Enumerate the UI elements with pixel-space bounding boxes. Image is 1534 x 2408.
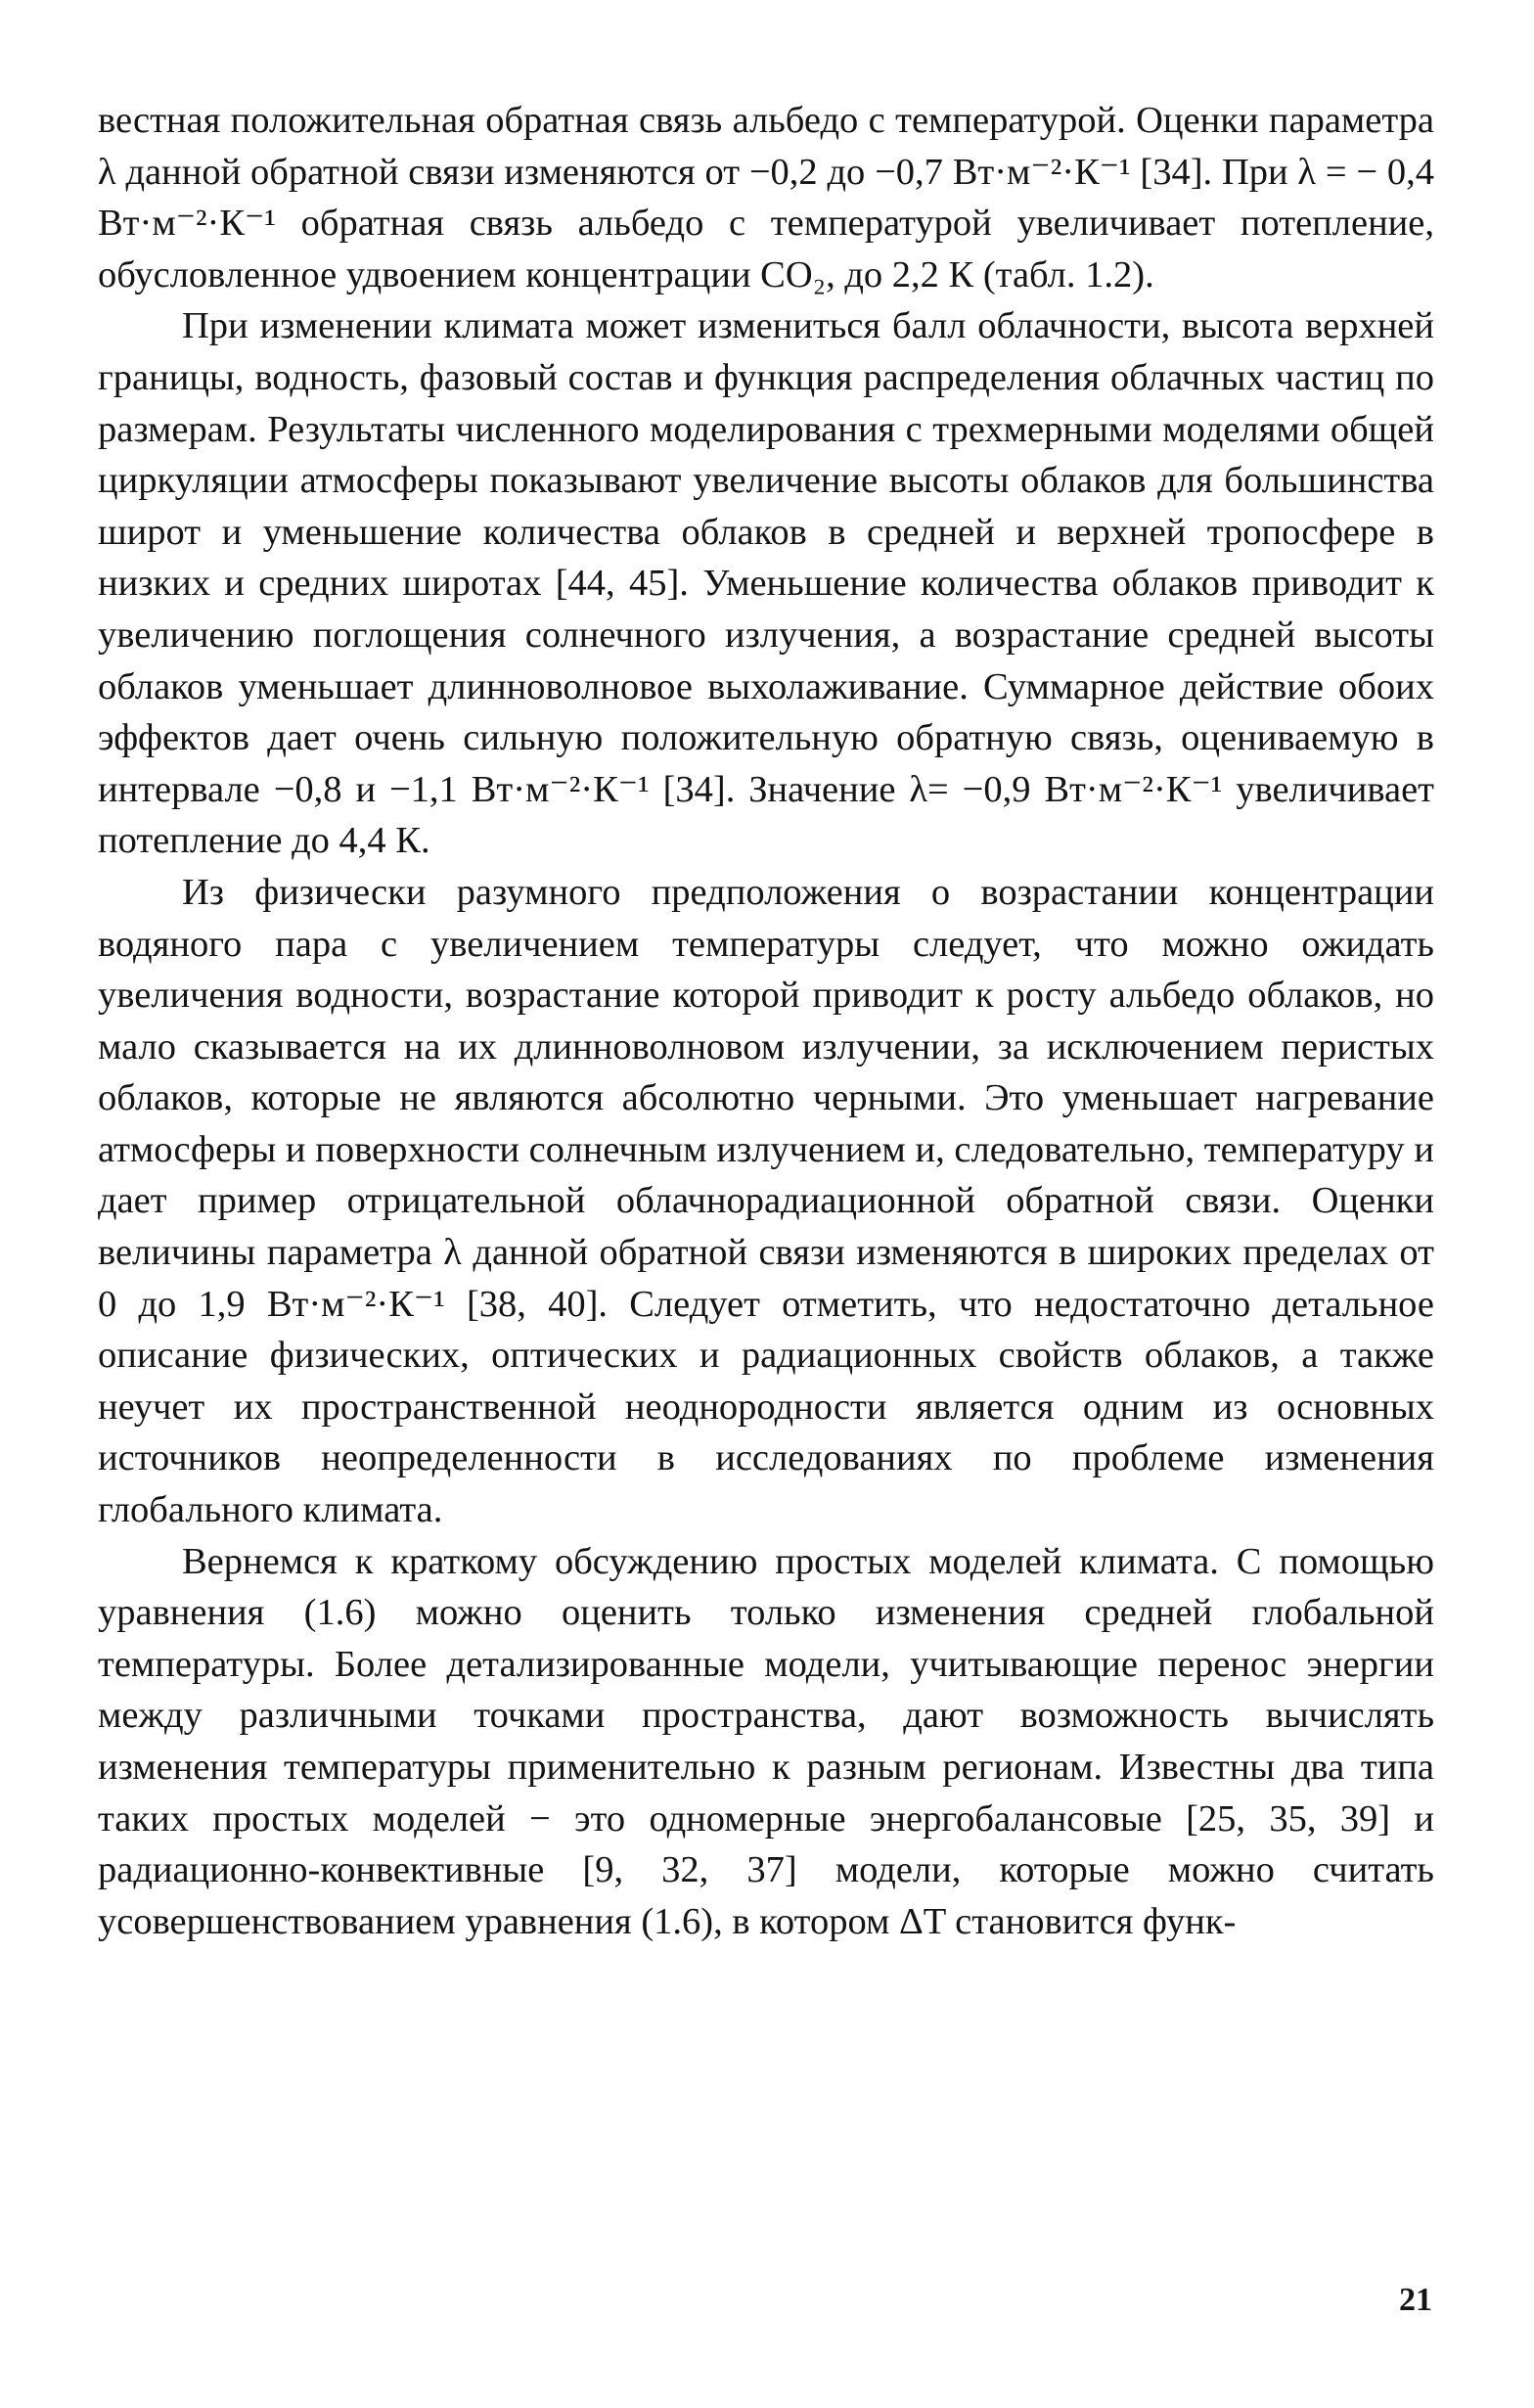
paragraph-water-vapor: Из физически разумного предположения о возрастании концентрации водяного пара с увеличением температуры следует, что можно ожидать увеличения водности, возрастание которой приводит к росту альбедо облаков, но мало сказывается на их длинноволновом излучении, за исключением перистых облаков, которые не являются абсолютно черными. Это уменьшает нагревание атмосферы и поверхности солнечным излучением и, следовательно, температуру и дает пример отрицательной облачнорадиационной обратной связи. Оценки величины параметра λ данной обратной связи изменяются в широких пределах от 0 до 1,9 Вт·м⁻²·К⁻¹ [38, 40]. Следует отметить, что недостаточно детальное описание физических, оптических и радиационных свойств облаков, а также неучет их пространственной неоднородности является одним из основных источников неопределенности в исследованиях по проблеме изменения глобального климата. — [98, 871, 1434, 1531]
paragraph-cloudiness: При изменении климата может измениться балл облачности, высота верхней границы, водность, фазовый состав и функция распределения облачных частиц по размерам. Результаты численного моделирования с трехмерными моделями общей циркуляции атмосферы показывают увеличение высоты облаков для большинства широт и уменьшение количества облаков в средней и верхней тропосфере в низких и средних широтах [44, 45]. Уменьшение количества облаков приводит к увеличению поглощения солнечного излучения, а возрастание средней высоты облаков уменьшает длинноволновое выхолаживание. Суммарное действие обоих эффектов дает очень сильную положительную обратную связь, оцениваемую в интервале −0,8 и −1,1 Вт·м⁻²·К⁻¹ [34]. Значение λ= −0,9 Вт·м⁻²·К⁻¹ увеличивает потепление до 4,4 К. — [98, 305, 1434, 862]
page-number: 21 — [1399, 2282, 1432, 2318]
paragraph-continued: вестная положительная обратная связь альбедо с температурой. Оценки параметра λ данной обратной связи изменяются от −0,2 до −0,7 Вт·м⁻²·К⁻¹ [34]. При λ = − 0,4 Вт·м⁻²·К⁻¹ обратная связь альбедо с температурой увеличивает потепление, обусловленное удвоением концентрации CO₂, до 2,2 К (табл. 1.2). — [98, 100, 1434, 295]
paragraph-simple-models: Вернемся к краткому обсуждению простых моделей климата. С помощью уравнения (1.6) можно оценить только изменения средней глобальной температуры. Более детализированные модели, учитывающие перенос энергии между различными точками пространства, дают возможность вычислять изменения температуры применительно к разным регионам. Известны два типа таких простых моделей − это одномерные энергобалансовые [25, 35, 39] и радиационно-конвективные [9, 32, 37] модели, которые можно считать усовершенствованием уравнения (1.6), в котором ΔT становится функ- — [98, 1540, 1434, 1942]
body-text — [98, 95, 1434, 1947]
